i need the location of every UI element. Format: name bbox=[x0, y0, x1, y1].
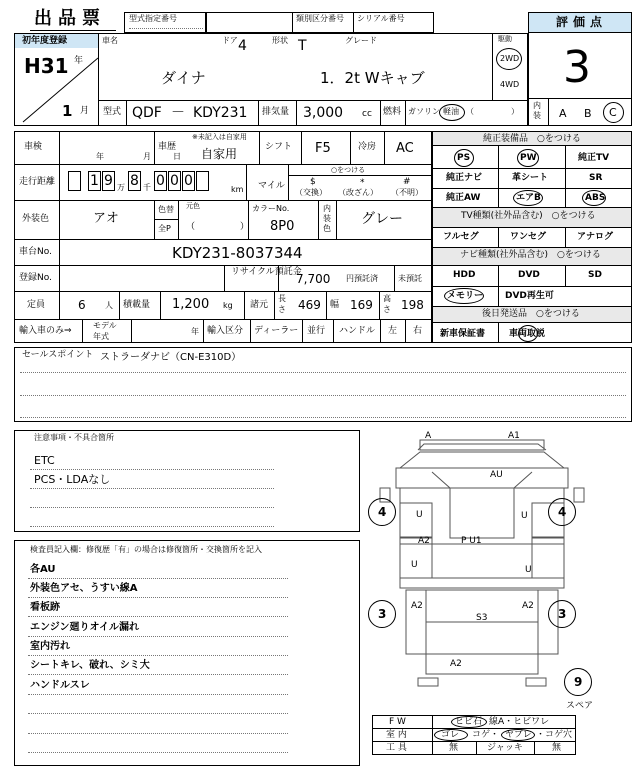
drive-2wd: 2WD bbox=[500, 54, 520, 63]
int-gore: ゴレ bbox=[441, 730, 460, 740]
odo-digit-4: 0 bbox=[154, 171, 167, 191]
dims-label: 諸元 bbox=[250, 300, 269, 310]
displacement-label: 排気量 bbox=[262, 107, 290, 117]
mark-u-right: U bbox=[525, 565, 532, 575]
car-name-value: ダイナ bbox=[161, 69, 206, 87]
equip-aw: 純正AW bbox=[446, 193, 481, 203]
handle-right: 右 bbox=[413, 326, 423, 336]
shaken-year-unit: 年 bbox=[96, 152, 104, 161]
equip-pw: PW bbox=[520, 153, 537, 163]
color-value: アオ bbox=[93, 211, 119, 226]
inspector-line-7: ハンドルスレ bbox=[30, 680, 90, 691]
chassis-label: 車台No. bbox=[19, 247, 52, 257]
interior-color-value: グレー bbox=[361, 211, 403, 227]
tv-analog: アナログ bbox=[577, 232, 614, 242]
spare-tire-num: 9 bbox=[574, 675, 583, 689]
model-label: 型式 bbox=[103, 107, 122, 117]
model-year-label: モデル年式 bbox=[93, 321, 117, 341]
eval-score: 3 bbox=[563, 42, 591, 93]
import-cat-label: 輸入区分 bbox=[207, 326, 244, 336]
sheet-title: 出品票 bbox=[34, 8, 106, 29]
load-label: 積載量 bbox=[123, 300, 151, 310]
serial-label: シリアル番号 bbox=[357, 14, 405, 23]
eval-label: 評価点 bbox=[556, 15, 608, 29]
fuel-paren-close: ） bbox=[511, 107, 519, 116]
repaint-label: 色替 bbox=[158, 205, 174, 214]
shaken-month-unit: 月 bbox=[143, 152, 151, 161]
shaken-label: 車検 bbox=[24, 142, 43, 152]
equip-sr: SR bbox=[589, 173, 603, 183]
chassis-value: KDY231-8037344 bbox=[172, 244, 303, 262]
inspector-line-4: エンジン廻りオイル漏れ bbox=[30, 622, 139, 633]
fuel-paren-open: （ bbox=[466, 107, 474, 116]
reg-year: H31 bbox=[24, 54, 69, 78]
navi-memory: メモリー bbox=[447, 291, 484, 301]
odo-digit-6: 0 bbox=[182, 171, 195, 191]
inspector-label: 検査員記入欄：修復歴「有」の場合は修復箇所・交換箇所を記入 bbox=[30, 545, 262, 554]
tampered-label: （改ざん） bbox=[338, 188, 378, 197]
odo-man: 万 bbox=[117, 183, 125, 192]
width-value: 169 bbox=[350, 298, 373, 312]
equip-airbag: エアB bbox=[516, 193, 541, 203]
shift-value: F5 bbox=[315, 141, 331, 156]
history-value: 自家用 bbox=[201, 147, 238, 161]
model-code: KDY231 bbox=[193, 105, 248, 121]
shaken-day-unit: 日 bbox=[173, 152, 181, 161]
color-no-label: カラーNo. bbox=[252, 204, 290, 213]
inspector-line-1: 各AU bbox=[30, 564, 56, 575]
color-label: 外装色 bbox=[22, 214, 50, 224]
reg-month-unit: 月 bbox=[80, 106, 90, 116]
equip-abs: ABS bbox=[585, 193, 606, 203]
reg-month: 1 bbox=[62, 102, 73, 120]
car-name-label: 車名 bbox=[102, 36, 118, 45]
allp-label: 全P bbox=[158, 224, 171, 233]
fuel-diesel: 軽油 bbox=[443, 107, 459, 116]
star-sym: * bbox=[360, 178, 365, 188]
shape-label: 形状 bbox=[272, 36, 288, 45]
tire-front-left-num: 4 bbox=[378, 505, 387, 519]
handle-left: 左 bbox=[388, 326, 398, 336]
cc-unit: cc bbox=[362, 109, 372, 119]
capacity-label: 定員 bbox=[27, 300, 46, 310]
grade-value: 1．2t Wキャブ bbox=[320, 69, 425, 87]
history-label: 車歴 bbox=[158, 142, 177, 152]
mark-a-front: A bbox=[425, 431, 432, 441]
interior-label: 内装 bbox=[533, 101, 541, 120]
dealer-option: ディーラー bbox=[254, 326, 299, 336]
fw-label: F W bbox=[389, 717, 406, 727]
mark-a2-right: A2 bbox=[522, 601, 534, 611]
tools-none-1: 無 bbox=[449, 743, 459, 753]
notes-label: 注意事項・不具合箇所 bbox=[34, 433, 114, 442]
width-label: 幅 bbox=[330, 300, 340, 310]
mark-u-left2: U bbox=[411, 560, 418, 570]
notes-line-1: ETC bbox=[34, 454, 55, 467]
docs-manual: 車両取説 bbox=[509, 329, 546, 339]
equip-navi: 純正ナビ bbox=[446, 173, 483, 183]
orig-paren-open: （ bbox=[186, 222, 196, 232]
navi-title: ナビ種類(社外品含む) ○をつける bbox=[460, 250, 601, 260]
height-value: 198 bbox=[401, 298, 424, 312]
orig-paren-close: ） bbox=[240, 222, 250, 232]
color-no-value: 8P0 bbox=[270, 219, 295, 234]
docs-title: 後日発送品 ○をつける bbox=[482, 309, 580, 319]
history-note: ※未記入は自家用 bbox=[192, 133, 247, 141]
type-approval-label: 型式指定番号 bbox=[129, 14, 177, 23]
import-only-label: 輸入車のみ⇒ bbox=[19, 326, 72, 336]
displacement-value: 3,000 bbox=[303, 105, 344, 121]
title-underline bbox=[30, 30, 116, 31]
interior-a: A bbox=[559, 107, 567, 120]
capacity-value: 6 bbox=[78, 298, 86, 312]
fuel-gasoline: ガソリン bbox=[408, 107, 440, 116]
reg-year-unit: 年 bbox=[74, 56, 84, 66]
persons-unit: 人 bbox=[105, 301, 113, 310]
parallel-option: 並行 bbox=[307, 326, 326, 336]
docs-warranty: 新車保証書 bbox=[440, 329, 486, 339]
equip-leather: 革シート bbox=[512, 173, 549, 183]
mark-u-left: U bbox=[416, 510, 423, 520]
tools-label: 工 具 bbox=[386, 743, 407, 753]
mark-pu1: P U1 bbox=[461, 536, 482, 546]
odo-sen: 千 bbox=[143, 183, 151, 192]
handle-label: ハンドル bbox=[339, 326, 376, 336]
mark-au: AU bbox=[490, 470, 503, 480]
load-value: 1,200 bbox=[172, 297, 210, 312]
drive-4wd: 4WD bbox=[500, 80, 520, 89]
first-reg-label: 初年度登録 bbox=[22, 36, 68, 46]
equip-tv: 純正TV bbox=[578, 153, 610, 163]
int-yabure: ヤブレ bbox=[505, 730, 532, 740]
odo-digit-3: 8 bbox=[128, 171, 141, 191]
mileage-label: 走行距離 bbox=[19, 177, 56, 187]
odo-digit-5: 0 bbox=[168, 171, 181, 191]
km-unit: km bbox=[231, 185, 244, 194]
tools-none-2: 無 bbox=[552, 743, 562, 753]
navi-hdd: HDD bbox=[453, 270, 476, 280]
recycle-unpaid: 未預託 bbox=[398, 274, 422, 283]
length-value: 469 bbox=[298, 298, 321, 312]
notes-line-2: PCS・LDAなし bbox=[34, 473, 111, 486]
odo-digit-1: 1 bbox=[88, 171, 101, 191]
exchange-label: （交換） bbox=[295, 188, 327, 197]
orig-color-label: 元色 bbox=[186, 202, 200, 210]
navi-dvd-play: DVD再生可 bbox=[505, 291, 554, 301]
recycle-label-1: リサイクル預託金 bbox=[231, 267, 302, 277]
mark-u-right-top: U bbox=[521, 511, 528, 521]
grade-label: グレード bbox=[345, 36, 377, 45]
navi-sd: SD bbox=[588, 270, 602, 280]
reg-no-label: 登録No. bbox=[19, 273, 52, 283]
ac-value: AC bbox=[396, 141, 414, 156]
fw-line: 線A・ヒビワレ bbox=[489, 717, 550, 727]
model-dash: － bbox=[171, 105, 185, 121]
mark-s3: S3 bbox=[476, 613, 488, 623]
interior-c: C bbox=[609, 106, 617, 119]
model-prefix: QDF bbox=[132, 105, 162, 121]
sales-text: ストラーダナビ（CN-E310D） bbox=[100, 352, 242, 363]
int-koge: コゲ・ bbox=[472, 730, 500, 740]
odo-blank bbox=[68, 171, 81, 191]
doors-value: 4 bbox=[238, 38, 247, 54]
hash-sym: # bbox=[403, 177, 411, 187]
tools-jack: ジャッキ bbox=[487, 743, 523, 753]
length-label: 長さ bbox=[278, 294, 286, 314]
tire-front-right-num: 4 bbox=[558, 505, 567, 519]
interior-color-label: 内装色 bbox=[323, 204, 331, 233]
tire-rear-right-num: 3 bbox=[558, 607, 567, 621]
mark-a2-left: A2 bbox=[418, 536, 430, 546]
int-label: 室 内 bbox=[386, 730, 407, 740]
equip-ps: PS bbox=[457, 153, 471, 163]
fw-hibi: ヒビ石 bbox=[455, 717, 483, 727]
mark-a2-left2: A2 bbox=[411, 601, 423, 611]
fuel-label: 燃料 bbox=[383, 107, 402, 117]
inspector-line-2: 外装色アセ、うすい線A bbox=[30, 583, 138, 594]
recycle-paid: 円預託済 bbox=[346, 274, 378, 283]
recycle-amount: 7,700 bbox=[296, 272, 331, 286]
inspector-line-3: 看板跡 bbox=[30, 602, 60, 613]
interior-b: B bbox=[584, 107, 592, 120]
mark-a1-front: A1 bbox=[508, 431, 520, 441]
int-kogeana: ・コゲ穴 bbox=[536, 730, 573, 740]
equip-title: 純正装備品 ○をつける bbox=[483, 134, 581, 144]
navi-dvd: DVD bbox=[518, 270, 540, 280]
tv-title: TV種類(社外品含む) ○をつける bbox=[461, 211, 596, 221]
tv-fullseg: フルセグ bbox=[443, 232, 479, 242]
ac-label: 冷房 bbox=[358, 142, 377, 152]
odo-digit-2: 9 bbox=[102, 171, 115, 191]
height-label: 高さ bbox=[383, 294, 391, 314]
mileage-circle-note: ○をつける bbox=[331, 166, 366, 174]
spare-label: スペア bbox=[566, 701, 594, 711]
tv-oneseg: ワンセグ bbox=[510, 232, 547, 242]
shape-value: T bbox=[298, 38, 307, 54]
inspector-line-6: シートキレ、破れ、シミ大 bbox=[30, 660, 150, 671]
doors-label: ドア bbox=[222, 36, 238, 45]
model-year-unit: 年 bbox=[191, 327, 199, 336]
kg-unit: kg bbox=[223, 301, 233, 310]
dollar-sym: $ bbox=[310, 177, 316, 187]
odo-blank-end bbox=[196, 171, 209, 191]
shift-label: シフト bbox=[265, 142, 293, 152]
tire-rear-left-num: 3 bbox=[378, 607, 387, 621]
sales-label: セールスポイント bbox=[22, 350, 94, 360]
mark-a2-rear: A2 bbox=[450, 659, 462, 669]
drive-label: 駆動 bbox=[498, 35, 512, 43]
inspector-line-5: 室内汚れ bbox=[30, 641, 70, 652]
category-label: 類別区分番号 bbox=[296, 14, 344, 23]
mile-label: マイル bbox=[258, 181, 285, 191]
unknown-label: （不明） bbox=[391, 188, 423, 197]
